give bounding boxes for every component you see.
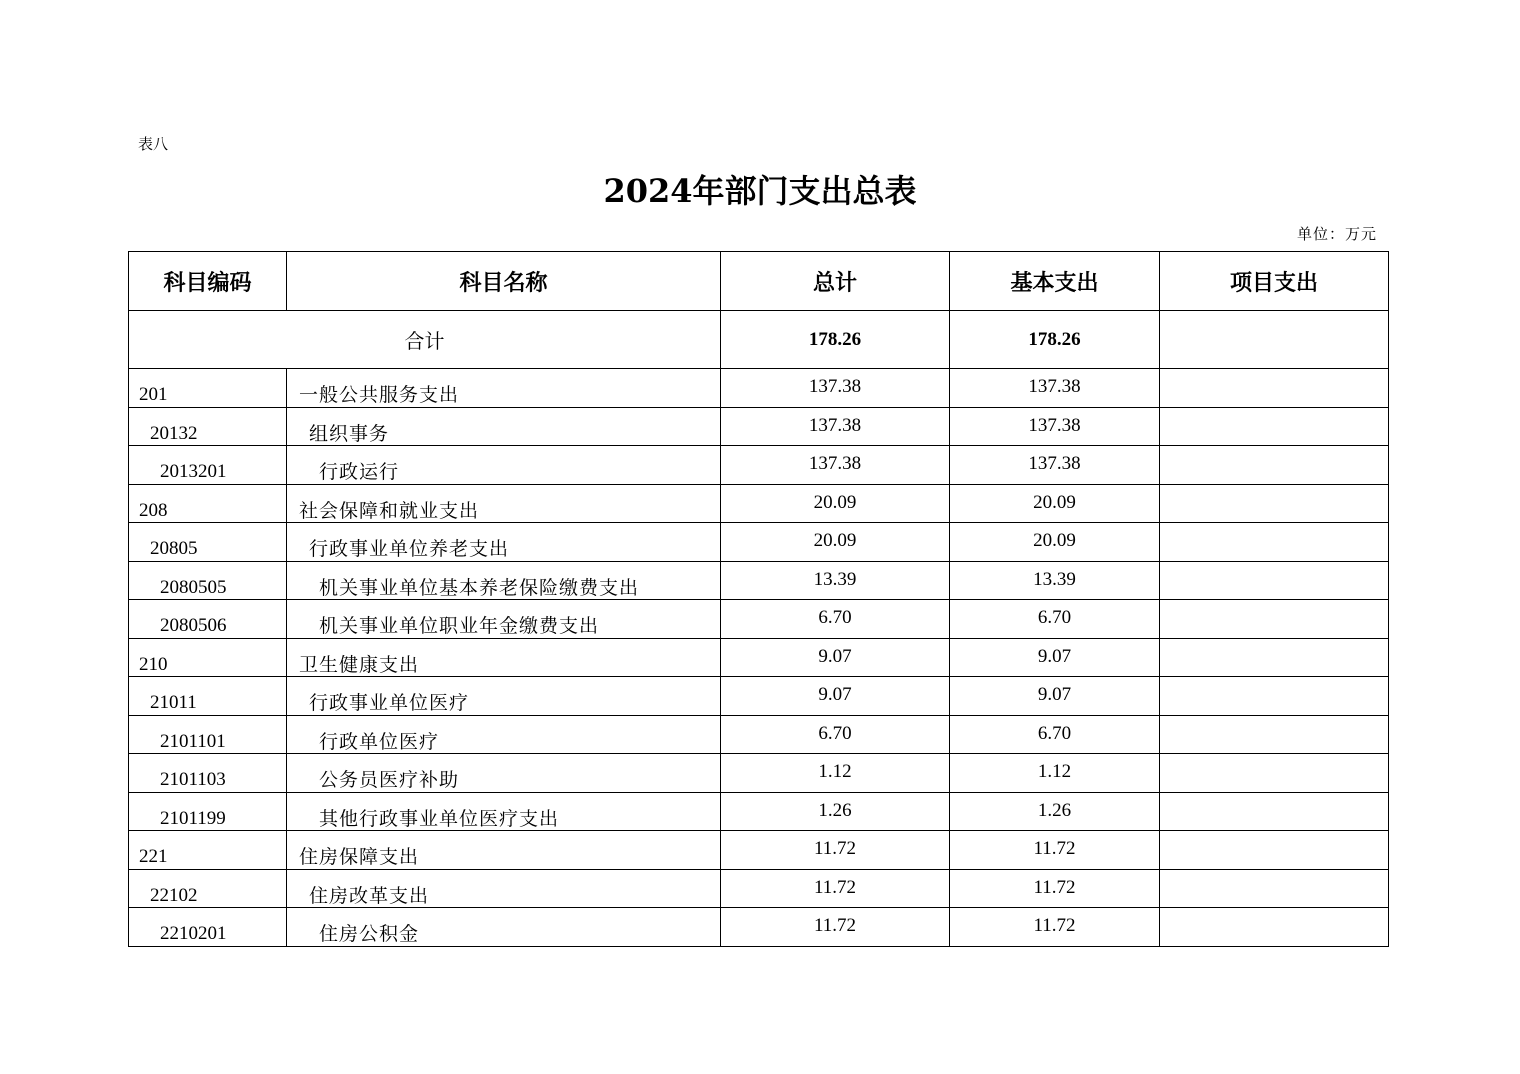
row-name	[287, 831, 721, 870]
row-basic-text: 137.38	[1028, 453, 1081, 474]
row-name-text: 住房改革支出	[309, 884, 430, 907]
row-project	[1160, 446, 1389, 485]
row-code-text: 2080506	[160, 615, 227, 636]
expenditure-table	[128, 251, 1389, 947]
row-total	[721, 484, 950, 523]
row-name	[287, 677, 721, 716]
row-name-text: 公务员医疗补助	[319, 769, 460, 791]
row-code	[129, 523, 287, 562]
table-row	[129, 677, 1389, 716]
row-basic-text: 6.70	[1037, 607, 1072, 628]
row-code-text: 2101101	[160, 730, 226, 752]
row-total-text: 1.26	[818, 799, 852, 821]
table-row	[129, 908, 1389, 947]
total-label: 合计	[129, 311, 721, 369]
row-total	[721, 908, 950, 947]
row-total-text: 20.09	[813, 491, 857, 513]
row-project-text	[1160, 639, 1388, 646]
row-project	[1160, 638, 1389, 677]
row-project-text	[1160, 562, 1388, 569]
row-name-text: 卫生健康支出	[299, 653, 420, 676]
row-code-text: 208	[139, 499, 168, 521]
table-row	[129, 369, 1389, 408]
row-project	[1160, 484, 1389, 523]
table-row	[129, 523, 1389, 562]
row-name-text: 组织事务	[309, 422, 390, 445]
row-code-text: 210	[139, 653, 168, 675]
row-project-text	[1160, 831, 1388, 838]
row-total	[721, 754, 950, 793]
table-row	[129, 638, 1389, 677]
row-name-text: 社会保障和就业支出	[299, 499, 480, 522]
row-total-text: 11.72	[813, 915, 857, 936]
header-row	[129, 252, 1389, 311]
table-row	[129, 715, 1389, 754]
row-code	[129, 908, 287, 947]
total-project	[1160, 311, 1389, 369]
row-total	[721, 561, 950, 600]
row-total-text: 11.72	[813, 876, 857, 898]
row-total	[721, 677, 950, 716]
row-total	[721, 638, 950, 677]
row-code-text: 20805	[150, 538, 198, 559]
row-name	[287, 369, 721, 408]
row-total-text: 137.38	[808, 453, 862, 474]
header-name: 科目名称	[287, 252, 721, 311]
row-basic-text: 6.70	[1037, 722, 1072, 744]
row-total	[721, 523, 950, 562]
table-row	[129, 754, 1389, 793]
row-basic	[950, 869, 1160, 908]
header-basic: 基本支出	[950, 252, 1160, 311]
row-project-text	[1160, 908, 1388, 915]
row-total-text: 20.09	[813, 530, 857, 551]
table-row	[129, 869, 1389, 908]
row-basic	[950, 638, 1160, 677]
row-project-text	[1160, 677, 1388, 684]
row-project	[1160, 369, 1389, 408]
row-project	[1160, 600, 1389, 639]
row-project-text	[1160, 446, 1388, 453]
row-project	[1160, 523, 1389, 562]
row-code-text: 2101199	[160, 807, 226, 829]
row-code	[129, 677, 287, 716]
row-basic	[950, 523, 1160, 562]
row-name	[287, 792, 721, 831]
total-basic: 178.26	[950, 311, 1160, 369]
row-basic-text: 137.38	[1028, 376, 1081, 397]
row-project	[1160, 715, 1389, 754]
row-code	[129, 369, 287, 408]
row-total	[721, 369, 950, 408]
row-name	[287, 484, 721, 523]
row-name-text: 行政事业单位医疗	[309, 692, 470, 714]
table-row	[129, 792, 1389, 831]
row-code-text: 20132	[150, 422, 198, 444]
row-total	[721, 407, 950, 446]
row-project-text	[1160, 793, 1388, 800]
row-total-text: 13.39	[813, 568, 857, 590]
row-total-text: 6.70	[818, 607, 852, 628]
row-code	[129, 407, 287, 446]
row-project	[1160, 792, 1389, 831]
row-basic-text: 11.72	[1033, 876, 1076, 898]
row-total	[721, 600, 950, 639]
row-basic	[950, 446, 1160, 485]
row-project	[1160, 869, 1389, 908]
row-basic	[950, 792, 1160, 831]
row-name-text: 行政运行	[319, 461, 400, 483]
row-code	[129, 754, 287, 793]
row-total-text: 137.38	[808, 414, 862, 436]
row-code-text: 2080505	[160, 576, 227, 598]
row-project	[1160, 561, 1389, 600]
page-title: 2024年部门支出总表	[603, 172, 917, 210]
row-total-text: 1.12	[818, 761, 852, 782]
table-row	[129, 600, 1389, 639]
row-project-text	[1160, 600, 1388, 607]
row-basic	[950, 369, 1160, 408]
row-basic	[950, 484, 1160, 523]
row-code-text: 2210201	[160, 923, 227, 944]
header-total: 总计	[721, 252, 950, 311]
row-name	[287, 908, 721, 947]
table-row	[129, 407, 1389, 446]
header-project: 项目支出	[1160, 252, 1389, 311]
row-code	[129, 484, 287, 523]
row-code	[129, 715, 287, 754]
row-basic	[950, 831, 1160, 870]
row-total	[721, 869, 950, 908]
row-name	[287, 754, 721, 793]
row-name-text: 机关事业单位基本养老保险缴费支出	[319, 576, 640, 599]
row-project-text	[1160, 369, 1388, 376]
row-basic	[950, 715, 1160, 754]
table-row	[129, 484, 1389, 523]
row-basic	[950, 561, 1160, 600]
row-basic-text: 137.38	[1028, 414, 1081, 436]
row-name	[287, 600, 721, 639]
row-total	[721, 792, 950, 831]
row-project	[1160, 831, 1389, 870]
row-code-text: 221	[139, 846, 168, 867]
row-name	[287, 446, 721, 485]
table-row	[129, 831, 1389, 870]
row-code	[129, 869, 287, 908]
row-total	[721, 446, 950, 485]
table-row	[129, 561, 1389, 600]
table-label: 表八	[138, 135, 169, 153]
row-project-text	[1160, 754, 1388, 761]
row-project-text	[1160, 523, 1388, 530]
row-name-text: 行政事业单位养老支出	[309, 538, 510, 560]
row-basic-text: 11.72	[1033, 915, 1076, 936]
row-basic	[950, 754, 1160, 793]
row-project-text	[1160, 485, 1388, 492]
row-basic-text: 9.07	[1037, 645, 1072, 667]
row-project	[1160, 677, 1389, 716]
row-name-text: 住房公积金	[319, 923, 420, 945]
row-project	[1160, 407, 1389, 446]
row-name-text: 其他行政事业单位医疗支出	[319, 807, 560, 830]
row-code-text: 22102	[150, 884, 198, 906]
row-project	[1160, 754, 1389, 793]
row-basic-text: 9.07	[1037, 684, 1072, 705]
row-total-text: 9.07	[818, 684, 852, 705]
row-name	[287, 523, 721, 562]
row-name	[287, 561, 721, 600]
row-total-text: 6.70	[818, 722, 852, 744]
row-project-text	[1160, 870, 1388, 877]
row-basic	[950, 407, 1160, 446]
row-code	[129, 561, 287, 600]
row-code	[129, 638, 287, 677]
row-code	[129, 792, 287, 831]
row-basic-text: 1.26	[1037, 799, 1072, 821]
row-basic-text: 1.12	[1037, 761, 1072, 782]
row-name-text: 一般公共服务支出	[299, 384, 460, 406]
row-basic-text: 20.09	[1033, 491, 1076, 513]
row-project-text	[1160, 408, 1388, 415]
row-total-text: 11.72	[813, 838, 857, 859]
row-name	[287, 407, 721, 446]
row-basic-text: 11.72	[1033, 838, 1076, 859]
row-name	[287, 638, 721, 677]
row-total-text: 137.38	[808, 376, 862, 397]
row-code-text: 201	[139, 384, 168, 405]
row-name-text: 机关事业单位职业年金缴费支出	[319, 615, 600, 637]
row-code-text: 2101103	[160, 769, 226, 790]
row-basic	[950, 908, 1160, 947]
row-code	[129, 600, 287, 639]
row-code	[129, 446, 287, 485]
row-name	[287, 869, 721, 908]
row-project-text	[1160, 716, 1388, 723]
row-total-text: 9.07	[818, 645, 852, 667]
row-basic-text: 13.39	[1033, 568, 1076, 590]
unit-label: 单位：万元	[1296, 225, 1377, 243]
row-project	[1160, 908, 1389, 947]
row-total	[721, 831, 950, 870]
row-name-text: 住房保障支出	[299, 846, 420, 868]
row-name-text: 行政单位医疗	[319, 730, 440, 753]
row-name	[287, 715, 721, 754]
header-code: 科目编码	[129, 252, 287, 311]
row-basic	[950, 677, 1160, 716]
row-code-text: 2013201	[160, 461, 227, 482]
row-basic	[950, 600, 1160, 639]
row-total	[721, 715, 950, 754]
row-code	[129, 831, 287, 870]
total-total: 178.26	[721, 311, 950, 369]
total-row	[129, 311, 1389, 369]
row-code-text: 21011	[150, 692, 197, 713]
table-row	[129, 446, 1389, 485]
row-basic-text: 20.09	[1033, 530, 1076, 551]
